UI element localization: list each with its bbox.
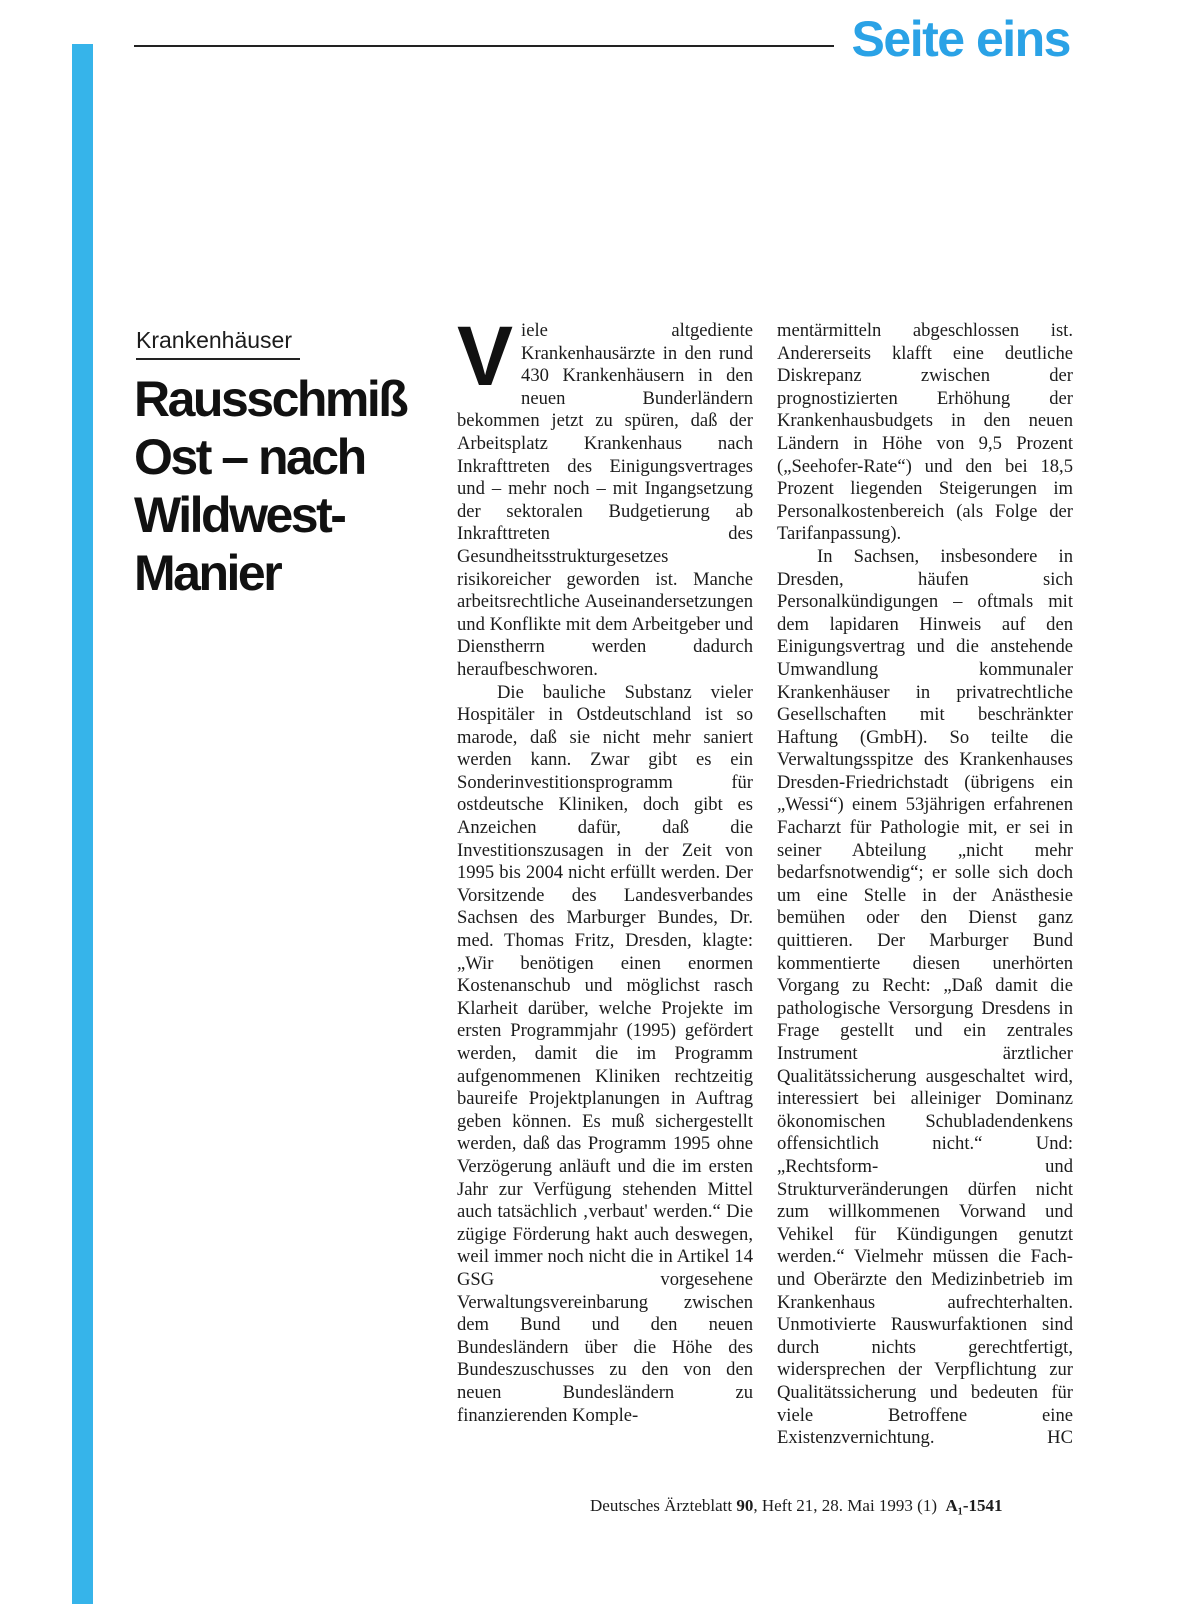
section-title: Seite eins	[851, 11, 1070, 67]
section-color-bar	[72, 44, 93, 1604]
article-paragraph: mentärmitteln abgeschlossen ist. Andererseits klafft eine deutliche Diskrepanz zwischen der prognostizierten Erhöhung der Krankenhausbudgets in den neuen Ländern in Höhe von 9,5 Prozent („Seehofer-Rate“) und den bei 18,5 Prozent liegenden Steigerungen im Personalkostenbereich (als Folge der Tarifanpassung).	[777, 320, 1073, 545]
publication-name: Deutsches Ärzteblatt	[590, 1496, 733, 1515]
page-footer	[590, 1496, 1003, 1516]
paragraph-text: iele altgediente Krankenhausärzte in den rund 430 Krankenhäusern in den neuen Bunderländern bekommen jetzt zu spüren, daß der Arbeitsplatz Krankenhaus nach Inkrafttreten des Einigungsvertrages und – mehr noch – mit Ingangsetzung der sektoralen Budgetierung ab Inkrafttreten des Gesundheitsstrukturgesetzes risikoreicher geworden ist. Manche arbeitsrechtliche Auseinandersetzungen und Konflikte mit dem Arbeitgeber und Dienstherrn werden dadurch heraufbeschworen.	[457, 320, 753, 680]
article-kicker: Krankenhäuser	[136, 329, 300, 360]
article-paragraph	[777, 546, 1073, 1450]
issue-date: , Heft 21, 28. Mai 1993 (1)	[753, 1496, 938, 1515]
paragraph-text: In Sachsen, insbesondere in Dresden, häufen sich Personalkündigungen – oftmals mit dem lapidaren Hinweis auf den Einigungsvertrag und die anstehende Umwandlung kommunaler Krankenhäuser in privatrechtliche Gesellschaften mit beschränkter Haftung (GmbH). So teilte die Verwaltungsspitze des Krankenhauses Dresden-Friedrichstadt (übrigens ein „Wessi“) einem 53jährigen erfahrenen Facharzt für Pathologie mit, er sei in seiner Abteilung „nicht mehr bedarfsnotwendig“; er solle sich doch um eine Stelle in der Anästhesie bemühen oder den Dienst ganz quittieren. Der Marburger Bund kommentierte diesen unerhörten Vorgang zu Recht: „Daß damit die pathologische Versorgung Dresdens in Frage gestellt und ein zentrales Instrument ärztlicher Qualitätssicherung ausgeschaltet wird, interessiert bei alleiniger Dominanz ökonomischen Schubladendenkens offensichtlich nicht.“ Und: „Rechtsform- und Strukturveränderungen dürfen nicht zum willkommenen Vorwand und Vehikel für Kündigungen genutzt werden.“ Vielmehr müssen die Fach- und Oberärzte den Medizinbetrieb im Krankenhaus aufrechterhalten. Unmotivierte Rauswurfaktionen sind durch nichts gerechtfertigt, widersprechen der Verpflichtung zur Qualitätssicherung und bedeuten für viele Betroffene eine Existenzvernichtung.	[777, 545, 1073, 1449]
article-paragraph: Die bauliche Substanz vieler Hospitäler in Ostdeutschland ist so marode, daß sie nicht mehr saniert werden kann. Zwar gibt es ein Sonderinvestitionsprogramm für ostdeutsche Kliniken, doch gibt es Anzeichen dafür, daß die Investitionszusagen in der Zeit von 1995 bis 2004 nicht erfüllt werden. Der Vorsitzende des Landesverbandes Sachsen des Marburger Bundes, Dr. med. Thomas Fritz, Dresden, klagte: „Wir benötigen einen enormen Kostenanschub und möglichst rasch Klarheit darüber, welche Projekte im ersten Programmjahr (1995) gefördert werden, damit die im Programm aufgenommenen Kliniken rechtzeitig baureife Projektplanungen in Auftrag geben können. Es muß sichergestellt werden, daß das Programm 1995 ohne Verzögerung anläuft und die im ersten Jahr zur Verfügung stehenden Mittel auch tatsächlich ‚verbaut' werden.“ Die zügige Förderung hakt auch deswegen, weil immer noch nicht die in Artikel 14 GSG vorgesehene Verwaltungsvereinbarung zwischen dem Bund und den neuen Bundesländern über die Höhe des Bundeszuschusses zu den von den neuen Bundesländern zu finanzierenden Komple-	[457, 681, 753, 1426]
volume-number: 90	[736, 1496, 754, 1515]
article-column-2	[777, 320, 1073, 1450]
article-paragraph	[457, 309, 753, 682]
drop-cap: V	[457, 309, 514, 403]
article-headline: Rausschmiß Ost – nach Wildwest-Manier	[134, 371, 407, 601]
top-rule	[134, 45, 834, 47]
author-signoff: HC	[1047, 1427, 1073, 1449]
page-number: A₁-1541	[945, 1496, 1003, 1515]
article-column-1	[457, 309, 753, 1427]
